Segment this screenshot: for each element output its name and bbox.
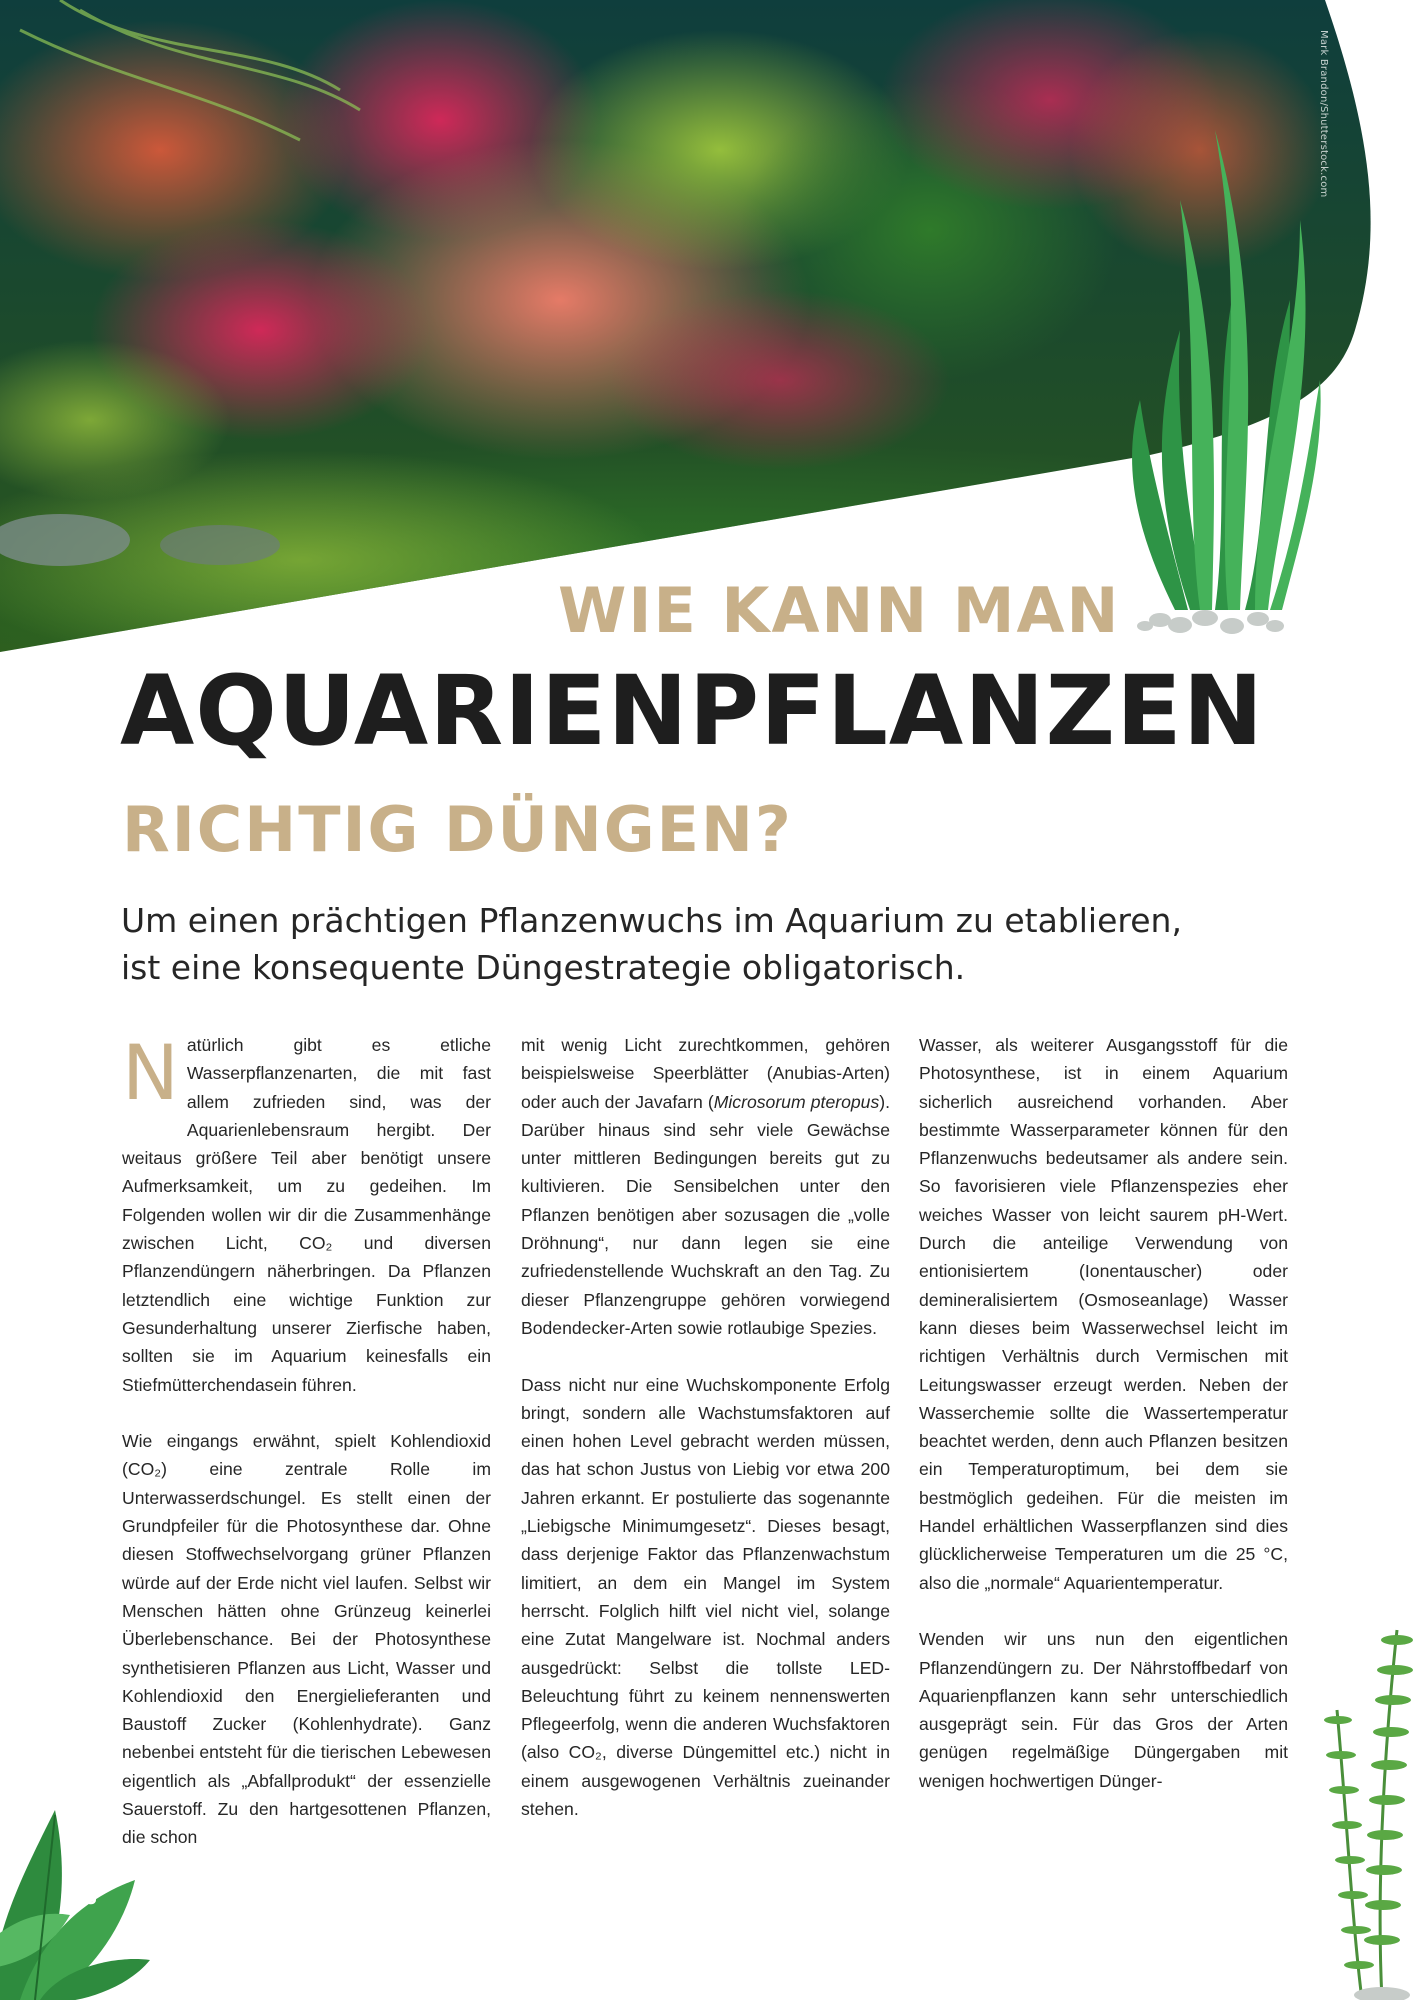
lead-line-1: Um einen prächtigen Pflanzenwuchs im Aquarium zu etablieren, bbox=[121, 901, 1182, 940]
paragraph-text: mit wenig Licht zurechtkommen, gehören beispielsweise Speerblätter (Anubias-Arten) oder auch der Javafarn ( bbox=[521, 1035, 890, 1112]
text-column-1 bbox=[122, 1028, 491, 1880]
text-column-2 bbox=[521, 1031, 890, 1852]
paragraph-text: atürlich gibt es etliche Wasserpflanzenarten, die mit fast allem zufrieden sind, was der Aquarienlebensraum hergibt. Der weitaus größere Teil aber benötigt unsere Aufmerksamkeit, um zu gedeihen. Im Folgenden wollen wir dir die Zusammenhänge zwischen Licht, CO₂ und diversen Pflanzendüngern näherbringen. Da Pflanzen letztendlich eine wichtige Funktion zur Gesunderhaltung unserer Zierfische haben, sollten sie im Aquarium keinesfalls ein Stiefmütterchendasein führen. bbox=[122, 1035, 491, 1395]
page-number: 56 bbox=[72, 1888, 98, 1909]
paragraph: Dass nicht nur eine Wuchskomponente Erfolg bringt, sondern alle Wachstumsfaktoren auf einen hohen Level gebracht werden müssen, das hat schon Justus von Liebig vor etwa 200 Jahren erkannt. Er postulierte das sogenannte „Liebigsche Minimumgesetz“. Dieses besagt, dass derjenige Faktor das Pflanzenwachstum limitiert, an dem ein Mangel im System herrscht. Folglich hilft viel nicht viel, solange eine Zutat Mangelware ist. Nochmal anders ausgedrückt: Selbst die tollste LED-Beleuchtung führt zu keinem nennenswerten Pflegeerfolg, wenn die anderen Wuchsfaktoren (also CO₂, diverse Düngemittel etc.) nicht in einem ausgewogenen Verhältnis zueinander stehen. bbox=[521, 1374, 890, 1820]
paragraph-text: ). Darüber hinaus sind sehr viele Gewächse unter mittleren Bedingungen bereits gut zu kultivieren. Die Sensibelchen unter den Pflanzen benötigen aber sozusagen die „volle Dröhnung“, nur dann legen sie eine zufriedenstellende Wuchskraft an den Tag. Zu dieser Pflanzengruppe gehören vorwiegend Bodendecker-Arten sowie rotlaubige Spezies. bbox=[521, 1091, 890, 1338]
paragraph: Wie eingangs erwähnt, spielt Kohlendioxid (CO₂) eine zentrale Rolle im Unterwasserdschungel. Es stellt einen der Grundpfeiler für die Photosynthese dar. Ohne diesen Stoffwechselvorgang grüner Pflanzen würde auf der Erde nicht viel laufen. Selbst wir Menschen hätten ohne Grünzeug keinerlei Überlebenschance. Bei der Photosynthese synthetisieren Pflanzen aus Licht, Wasser und Kohlendioxid den Energielieferanten und Baustoff Zucker (Kohlenhydrate). Ganz nebenbei entsteht für die tierischen Lebewesen eigentlich als „Abfallprodukt“ der essenzielle Sauerstoff. Zu den hartgesottenen Pflanzen, die schon bbox=[122, 1431, 491, 1848]
lead-line-2: ist eine konsequente Düngestrategie obligatorisch. bbox=[121, 948, 966, 987]
paragraph bbox=[521, 1031, 890, 1342]
photo-credit: Mark Brandon/Shutterstock.com bbox=[1318, 30, 1329, 198]
paragraph bbox=[122, 1028, 491, 1399]
text-column-3 bbox=[919, 1031, 1288, 1823]
lead-paragraph bbox=[121, 897, 1311, 991]
paragraph: Wenden wir uns nun den eigentlichen Pflanzendüngern zu. Der Nährstoffbedarf von Aquarienpflanzen kann sehr unterschiedlich ausgeprägt sein. Für das Gros der Arten genügen regelmäßige Düngergaben mit wenigen hochwertigen Dünger- bbox=[919, 1629, 1288, 1791]
paragraph: Wasser, als weiterer Ausgangsstoff für die Photosynthese, ist in einem Aquarium sicherlich ausreichend vorhanden. Aber bestimmte Wasserparameter können für den Pflanzenwuchs bedeutsamer als andere sein. So favorisieren viele Pflanzenspezies eher weiches Wasser von leicht saurem pH-Wert. Durch die anteilige Verwendung von entionisiertem (Ionentauscher) oder demineralisiertem (Osmoseanlage) Wasser kann dieses beim Wasserwechsel leicht im richtigen Verhältnis durch Vermischen mit Leitungswasser erzeugt werden. Neben der Wasserchemie sollte die Wassertemperatur beachtet werden, denn auch Pflanzen besitzen ein Temperaturoptimum, bei dem sie bestmöglich gedeihen. Für die meisten im Handel erhältlichen Wasserpflanzen sind dies glücklicherweise Temperaturen um die 25 °C, also die „normale“ Aquarientemperatur. bbox=[919, 1035, 1288, 1593]
drop-cap: N bbox=[122, 1028, 179, 1117]
headline-kicker-bottom: RICHTIG DÜNGEN? bbox=[122, 793, 793, 866]
page-title: AQUARIENPFLANZEN bbox=[120, 655, 1265, 767]
aquarium-header-photo bbox=[0, 0, 1414, 660]
stem-plant-illustration bbox=[1322, 1620, 1414, 2000]
headline-kicker-top: WIE KANN MAN bbox=[558, 574, 1121, 647]
species-name: Microsorum pteropus bbox=[713, 1091, 880, 1112]
